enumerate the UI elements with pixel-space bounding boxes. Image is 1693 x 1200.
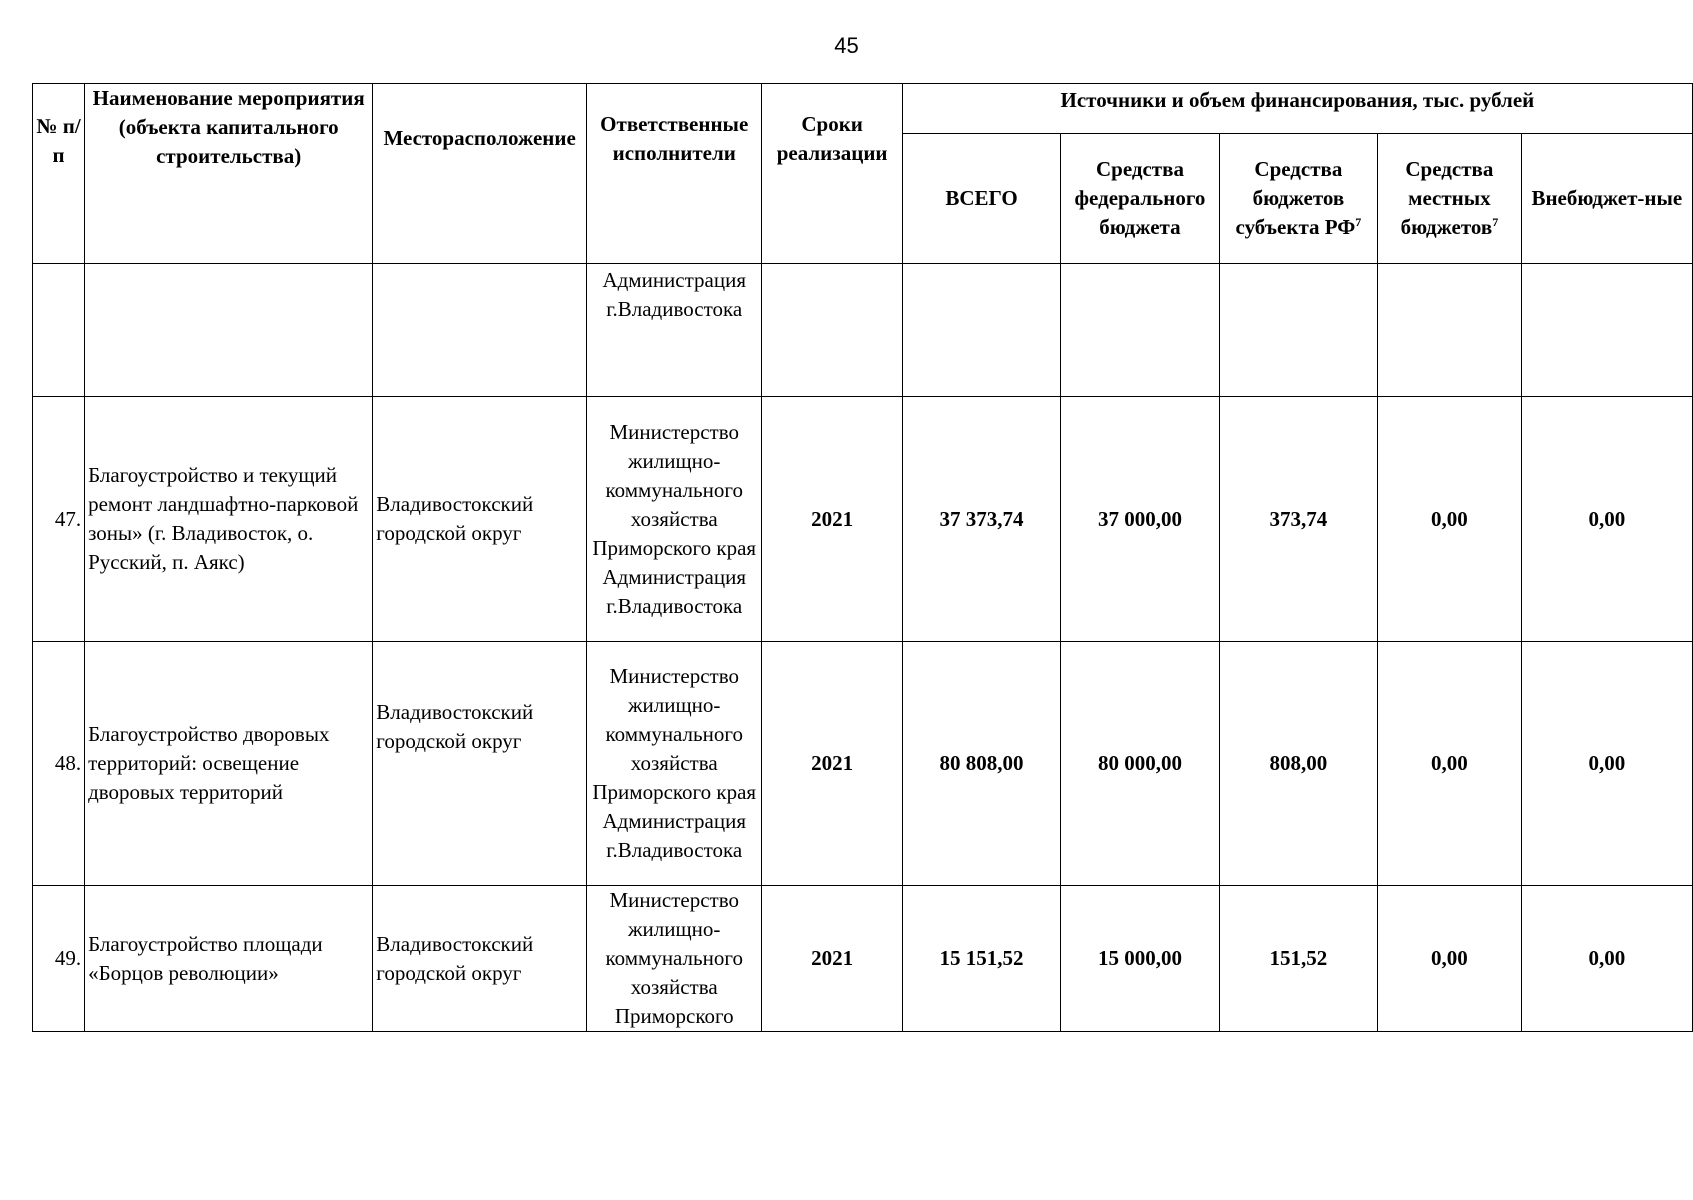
header-local-label: Средства местных бюджетов	[1400, 157, 1494, 239]
row-number: 47.	[33, 397, 85, 642]
event-name: Благоустройство дворовых территорий: освещение дворовых территорий	[85, 642, 373, 886]
table-row-continuation	[33, 264, 1693, 397]
header-financing-group: Источники и объем финансирования, тыс. рублей	[902, 84, 1692, 134]
event-name: Благоустройство и текущий ремонт ландшафтно-парковой зоны» (г. Владивосток, о. Русский, п. Аякс)	[85, 397, 373, 642]
responsible-cell: Министерство жилищно-коммунального хозяйства Приморского края Администрация г.Владивостока	[587, 642, 762, 886]
federal-cell: 37 000,00	[1061, 397, 1219, 642]
extrabudget-cell: 0,00	[1521, 397, 1692, 642]
total-cell: 80 808,00	[902, 642, 1060, 886]
local-cell: 0,00	[1378, 642, 1522, 886]
header-name: Наименование мероприятия (объекта капитального строительства)	[85, 84, 373, 264]
extrabudget-cell: 0,00	[1521, 642, 1692, 886]
local-cell: 0,00	[1378, 886, 1522, 1032]
responsible-cell: Министерство жилищно-коммунального хозяйства Приморского	[587, 886, 762, 1032]
total-cell: 37 373,74	[902, 397, 1060, 642]
period-cell: 2021	[762, 397, 902, 642]
header-federal: Средства федерального бюджета	[1061, 134, 1219, 264]
header-regional-footnote: 7	[1355, 215, 1362, 229]
event-name: Благоустройство площади «Борцов революции»	[85, 886, 373, 1032]
header-regional	[1219, 134, 1377, 264]
header-responsible: Ответственные исполнители	[587, 84, 762, 264]
total-cell: 15 151,52	[902, 886, 1060, 1032]
location-cell: Владивостокский городской округ	[373, 397, 587, 642]
regional-cell: 373,74	[1219, 397, 1377, 642]
location-cell: Владивостокский городской округ	[373, 642, 587, 886]
responsible-cell: Министерство жилищно-коммунального хозяйства Приморского края Администрация г.Владивостока	[587, 397, 762, 642]
extrabudget-cell: 0,00	[1521, 886, 1692, 1032]
period-cell: 2021	[762, 886, 902, 1032]
header-extrabudget: Внебюджет-ные	[1521, 134, 1692, 264]
header-num: № п/п	[33, 84, 85, 264]
location-cell: Владивостокский городской округ	[373, 886, 587, 1032]
header-period: Сроки реализации	[762, 84, 902, 264]
header-total: ВСЕГО	[902, 134, 1060, 264]
regional-cell: 151,52	[1219, 886, 1377, 1032]
header-local-footnote: 7	[1492, 215, 1499, 229]
regional-cell: 808,00	[1219, 642, 1377, 886]
header-row-1	[33, 84, 1693, 134]
federal-cell: 80 000,00	[1061, 642, 1219, 886]
page-number: 45	[834, 33, 859, 58]
table-row	[33, 397, 1693, 642]
local-cell: 0,00	[1378, 397, 1522, 642]
federal-cell: 15 000,00	[1061, 886, 1219, 1032]
header-local	[1378, 134, 1522, 264]
row-number: 49.	[33, 886, 85, 1032]
header-location: Месторасположение	[373, 84, 587, 264]
period-cell: 2021	[762, 642, 902, 886]
header-regional-label: Средства бюджетов субъекта РФ	[1235, 157, 1356, 239]
financing-table	[32, 83, 1693, 1032]
table-row	[33, 886, 1693, 1032]
table-row	[33, 642, 1693, 886]
responsible-cell: Администрация г.Владивостока	[587, 264, 762, 397]
row-number: 48.	[33, 642, 85, 886]
